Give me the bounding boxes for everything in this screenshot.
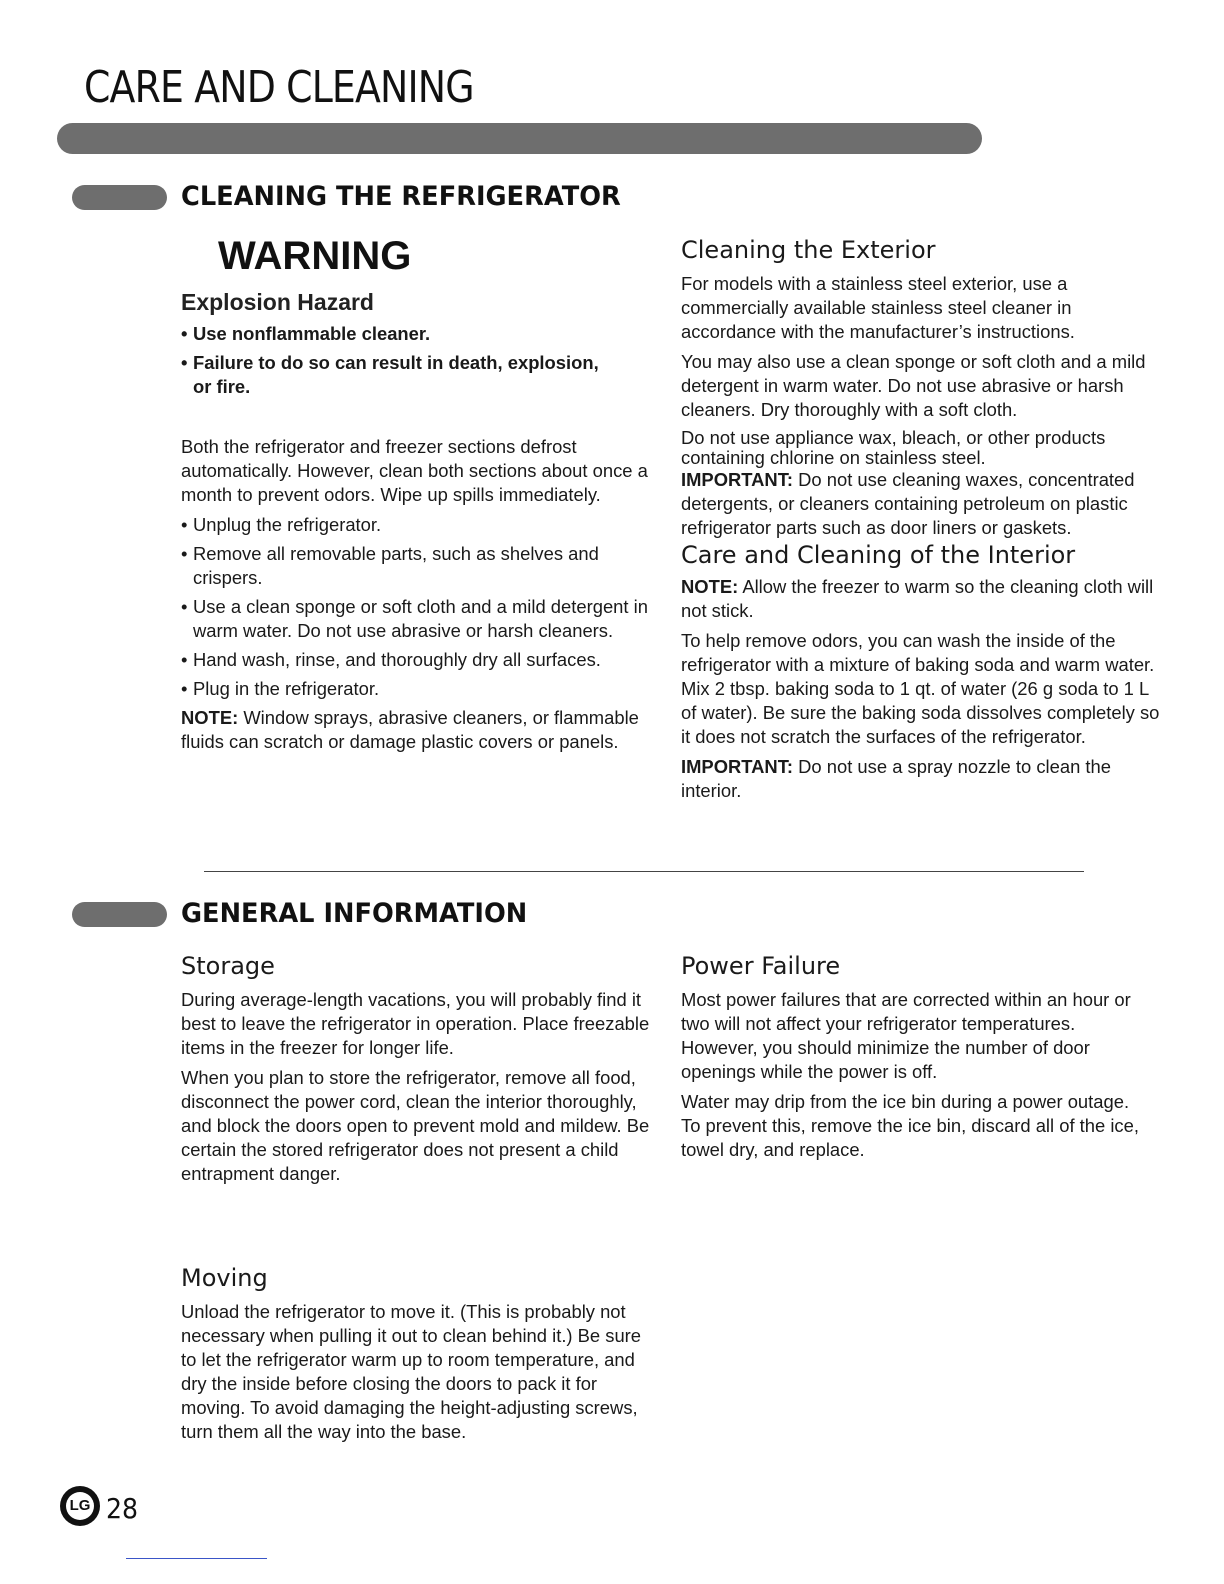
storage-column (181, 951, 651, 1192)
exterior-paragraph: You may also use a clean sponge or soft cloth and a mild detergent in warm water. Do not use abrasive or harsh cleaners. Dry thoroughly with a soft cloth. (681, 351, 1146, 420)
cleaning-intro: Both the refrigerator and freezer sections defrost automatically. However, clean both sections about once a month to prevent odors. Wipe up spills immediately. (181, 436, 648, 505)
list-item: • Unplug the refrigerator. (181, 513, 651, 537)
note-label: NOTE: (181, 707, 239, 728)
list-item: • Remove all removable parts, such as shelves and crispers. (181, 542, 651, 590)
title-bar-divider (57, 123, 982, 154)
storage-heading: Storage (181, 952, 275, 980)
list-item: • Hand wash, rinse, and thoroughly dry all surfaces. (181, 648, 651, 672)
list-item: • Plug in the refrigerator. (181, 677, 651, 701)
note-label: NOTE: (681, 576, 739, 597)
section-divider (204, 871, 1084, 872)
interior-note (681, 575, 1161, 623)
important-label: IMPORTANT: (681, 469, 794, 490)
storage-paragraph: During average-length vacations, you will probably find it best to leave the refrigerator in operation. Place freezable items in the freezer for longer life. (181, 989, 650, 1058)
moving-column (181, 1263, 661, 1450)
section-marker-pill (72, 902, 167, 927)
important-label: IMPORTANT: (681, 756, 794, 777)
interior-paragraph: To help remove odors, you can wash the inside of the refrigerator with a mixture of baking soda and warm water. Mix 2 tbsp. baking soda to 1 qt. of water (26 g soda to 1 L of water). Be sure the baking soda dissolves completely so it does not scratch the surfaces of the refrigerator. (681, 630, 1160, 747)
page-title: CARE AND CLEANING (84, 62, 474, 113)
exterior-paragraph: Do not use appliance wax, bleach, or other products containing chlorine on stainless steel. (681, 427, 1106, 468)
hazard-title: Explosion Hazard (181, 289, 374, 315)
interior-important (681, 755, 1161, 803)
lg-logo-icon (60, 1486, 100, 1526)
storage-paragraph: When you plan to store the refrigerator, remove all food, disconnect the power cord, clean the interior thoroughly, and block the doors open to prevent mold and mildew. Be certain the stored refrigerator does not present a child entrapment danger. (181, 1067, 650, 1184)
power-failure-column (681, 951, 1151, 1168)
moving-paragraph: Unload the refrigerator to move it. (This is probably not necessary when pulling it out to clean behind it.) Be sure to let the refrigerator warm up to room temperature, and dry the inside before closing the doors to pack it for moving. To avoid damaging the height-adjusting screws, turn them all the way into the base. (181, 1301, 642, 1442)
warning-item: • Use nonflammable cleaner. (181, 322, 601, 346)
exterior-heading: Cleaning the Exterior (681, 236, 936, 264)
warning-list (181, 322, 601, 404)
cleaning-steps-list (181, 513, 651, 701)
important-text: Do not use cleaning waxes, concentrated detergents, or cleaners containing petroleum on plastic refrigerator parts such as door liners or gaskets. (681, 469, 1135, 538)
interior-heading: Care and Cleaning of the Interior (681, 541, 1076, 569)
list-item: • Use a clean sponge or soft cloth and a mild detergent in warm water. Do not use abrasive or harsh cleaners. (181, 595, 651, 643)
page-number: 28 (106, 1492, 139, 1525)
power-failure-paragraph: Water may drip from the ice bin during a power outage. To prevent this, remove the ice bin, discard all of the ice, towel dry, and replace. (681, 1091, 1139, 1160)
note-text: Window sprays, abrasive cleaners, or flammable fluids can scratch or damage plastic covers or panels. (181, 707, 639, 752)
logo-text: LG (66, 1492, 94, 1520)
footer-link-underline (126, 1558, 267, 1559)
power-failure-paragraph: Most power failures that are corrected within an hour or two will not affect your refrigerator temperatures. However, you should minimize the number of door openings while the power is off. (681, 989, 1131, 1082)
note-text: Allow the freezer to warm so the cleaning cloth will not stick. (681, 576, 1154, 621)
warning-item: • Failure to do so can result in death, explosion, or fire. (181, 351, 601, 399)
exterior-paragraph: For models with a stainless steel exterior, use a commercially available stainless steel cleaner in accordance with the manufacturer’s instructions. (681, 273, 1075, 342)
exterior-important (681, 468, 1161, 540)
cleaning-note (181, 706, 651, 754)
moving-heading: Moving (181, 1264, 268, 1292)
warning-title: WARNING (218, 234, 412, 278)
exterior-interior-column (681, 235, 1161, 809)
section-heading-general: GENERAL INFORMATION (181, 898, 528, 929)
power-failure-heading: Power Failure (681, 952, 841, 980)
cleaning-instructions (181, 435, 651, 760)
important-text: Do not use a spray nozzle to clean the interior. (681, 756, 1111, 801)
section-marker-pill (72, 185, 167, 210)
section-heading-cleaning: CLEANING THE REFRIGERATOR (181, 181, 621, 212)
